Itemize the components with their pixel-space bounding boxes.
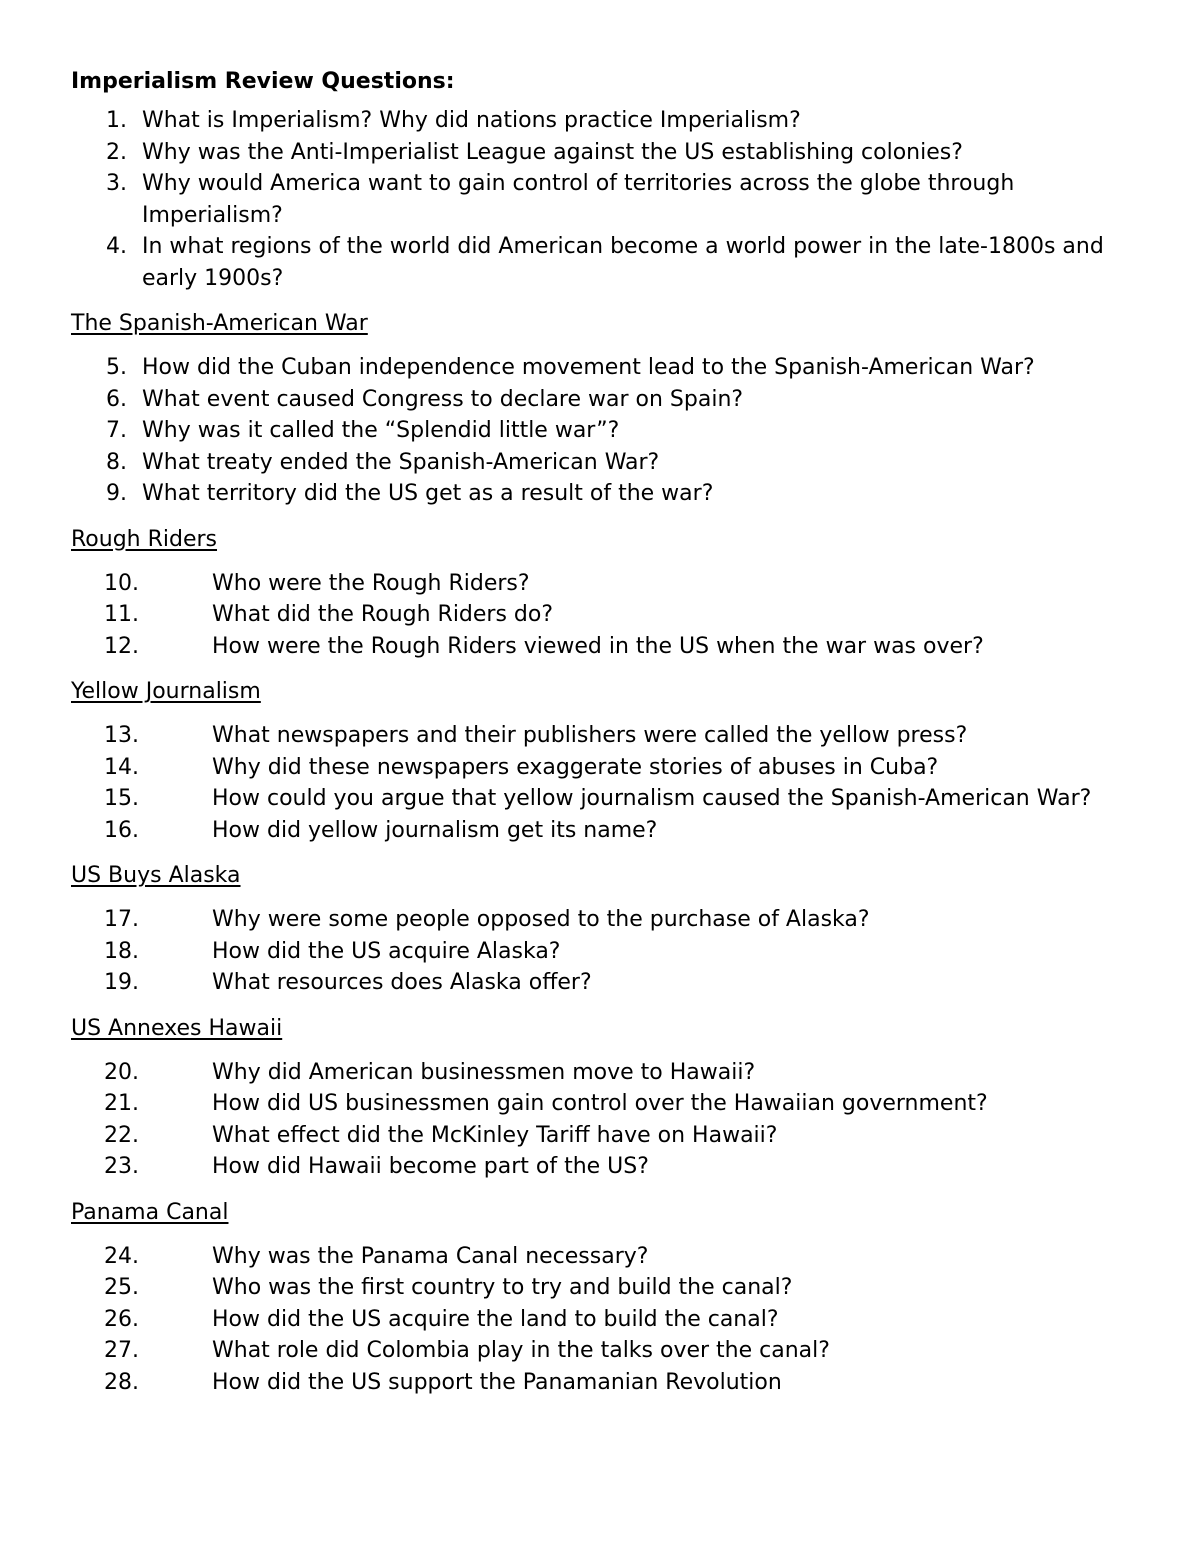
us-buys-alaska-question-list: [71, 904, 1141, 999]
question-text: How did Hawaii become part of the US?: [212, 1154, 649, 1179]
question-text: What territory did the US get as a result of the war?: [142, 481, 714, 506]
question-text: What is Imperialism? Why did nations practice Imperialism?: [142, 108, 801, 133]
question-text: How could you argue that yellow journalism caused the Spanish-American War?: [212, 786, 1092, 811]
question-number: 3.: [106, 171, 127, 196]
question-item: [71, 1151, 1141, 1183]
question-text: Why was the Anti-Imperialist League against the US establishing colonies?: [142, 139, 963, 165]
question-text: How did the US acquire the land to build the canal?: [212, 1306, 779, 1332]
question-text: What newspapers and their publishers were called the yellow press?: [212, 723, 968, 748]
question-item: [71, 568, 1141, 600]
question-item: [71, 631, 1141, 663]
question-number: 18.: [104, 938, 139, 964]
question-number: 17.: [104, 907, 139, 932]
question-number: 23.: [104, 1154, 139, 1179]
question-item: [71, 384, 1141, 416]
question-item: [71, 168, 1141, 231]
question-number: 5.: [106, 355, 127, 380]
question-item: [71, 967, 1141, 999]
section-heading-us-buys-alaska: US Buys Alaska: [71, 863, 241, 888]
panama-canal-question-list: [71, 1241, 1141, 1399]
question-number: 22.: [104, 1122, 139, 1148]
question-number: 26.: [104, 1306, 139, 1332]
question-item: [71, 447, 1141, 479]
question-number: 13.: [104, 723, 139, 748]
question-item: [71, 783, 1141, 815]
question-item: [71, 904, 1141, 936]
question-number: 15.: [104, 786, 139, 811]
question-text: What resources does Alaska offer?: [212, 970, 592, 995]
question-text: Why were some people opposed to the purchase of Alaska?: [212, 907, 870, 932]
question-text: Who was the first country to try and build the canal?: [212, 1275, 793, 1300]
question-text: What did the Rough Riders do?: [212, 602, 554, 627]
question-number: 20.: [104, 1059, 139, 1085]
question-number: 14.: [104, 754, 139, 780]
question-text: How did US businessmen gain control over the Hawaiian government?: [212, 1091, 988, 1116]
question-number: 8.: [106, 449, 127, 475]
intro-question-list: [71, 105, 1141, 294]
question-text: Why did these newspapers exaggerate stories of abuses in Cuba?: [212, 754, 939, 780]
worksheet-page: [71, 66, 1141, 1412]
question-item: [71, 1120, 1141, 1152]
question-item: [71, 752, 1141, 784]
question-text: What effect did the McKinley Tariff have on Hawaii?: [212, 1122, 778, 1148]
question-item: [71, 1088, 1141, 1120]
question-item: [71, 1272, 1141, 1304]
question-number: 12.: [104, 633, 139, 659]
question-item: [71, 815, 1141, 847]
question-number: 21.: [104, 1091, 139, 1116]
question-text: What event caused Congress to declare war on Spain?: [142, 386, 744, 412]
question-number: 19.: [104, 970, 139, 995]
question-number: 28.: [104, 1369, 139, 1395]
question-item: [71, 1367, 1141, 1399]
section-heading-panama-canal: Panama Canal: [71, 1199, 229, 1225]
question-text: Why was the Panama Canal necessary?: [212, 1243, 649, 1269]
question-item: [71, 936, 1141, 968]
rough-riders-question-list: [71, 568, 1141, 663]
question-text: How did the US acquire Alaska?: [212, 938, 561, 964]
question-number: 25.: [104, 1275, 139, 1300]
question-number: 2.: [106, 139, 127, 165]
question-text: In what regions of the world did American become a world power in the late-1800s and early 1900s?: [142, 234, 1104, 291]
yellow-journalism-question-list: [71, 720, 1141, 846]
question-number: 6.: [106, 386, 127, 412]
section-heading-us-annexes-hawaii: US Annexes Hawaii: [71, 1015, 283, 1041]
question-item: [71, 1335, 1141, 1367]
question-number: 27.: [104, 1338, 139, 1363]
question-number: 4.: [106, 234, 127, 259]
section-heading-spanish-american-war: The Spanish-American War: [71, 311, 368, 336]
question-text: Why was it called the “Splendid little war”?: [142, 418, 620, 443]
question-number: 9.: [106, 481, 127, 506]
section-heading-yellow-journalism: Yellow Journalism: [71, 679, 261, 704]
question-item: [71, 1057, 1141, 1089]
page-title: Imperialism Review Questions:: [71, 69, 455, 94]
question-item: [71, 599, 1141, 631]
question-item: [71, 352, 1141, 384]
question-text: How did the Cuban independence movement lead to the Spanish-American War?: [142, 355, 1035, 380]
us-annexes-hawaii-question-list: [71, 1057, 1141, 1183]
question-text: What treaty ended the Spanish-American War?: [142, 449, 660, 475]
question-item: [71, 478, 1141, 510]
question-text: How were the Rough Riders viewed in the US when the war was over?: [212, 633, 984, 659]
question-item: [71, 105, 1141, 137]
spanish-american-war-question-list: [71, 352, 1141, 510]
question-text: Why did American businessmen move to Hawaii?: [212, 1059, 756, 1085]
question-item: [71, 415, 1141, 447]
question-text: Who were the Rough Riders?: [212, 570, 530, 596]
question-item: [71, 720, 1141, 752]
question-number: 16.: [104, 817, 139, 843]
question-text: Why would America want to gain control of territories across the globe through Imperialism?: [142, 171, 1015, 228]
question-text: How did the US support the Panamanian Revolution: [212, 1369, 782, 1395]
question-item: [71, 231, 1141, 294]
question-item: [71, 1304, 1141, 1336]
question-text: How did yellow journalism get its name?: [212, 817, 658, 843]
question-number: 7.: [106, 418, 127, 443]
question-text: What role did Colombia play in the talks over the canal?: [212, 1338, 830, 1363]
question-number: 24.: [104, 1243, 139, 1269]
question-item: [71, 137, 1141, 169]
question-number: 1.: [106, 108, 127, 133]
section-heading-rough-riders: Rough Riders: [71, 526, 218, 552]
question-number: 11.: [104, 602, 139, 627]
question-item: [71, 1241, 1141, 1273]
question-number: 10.: [104, 570, 139, 596]
